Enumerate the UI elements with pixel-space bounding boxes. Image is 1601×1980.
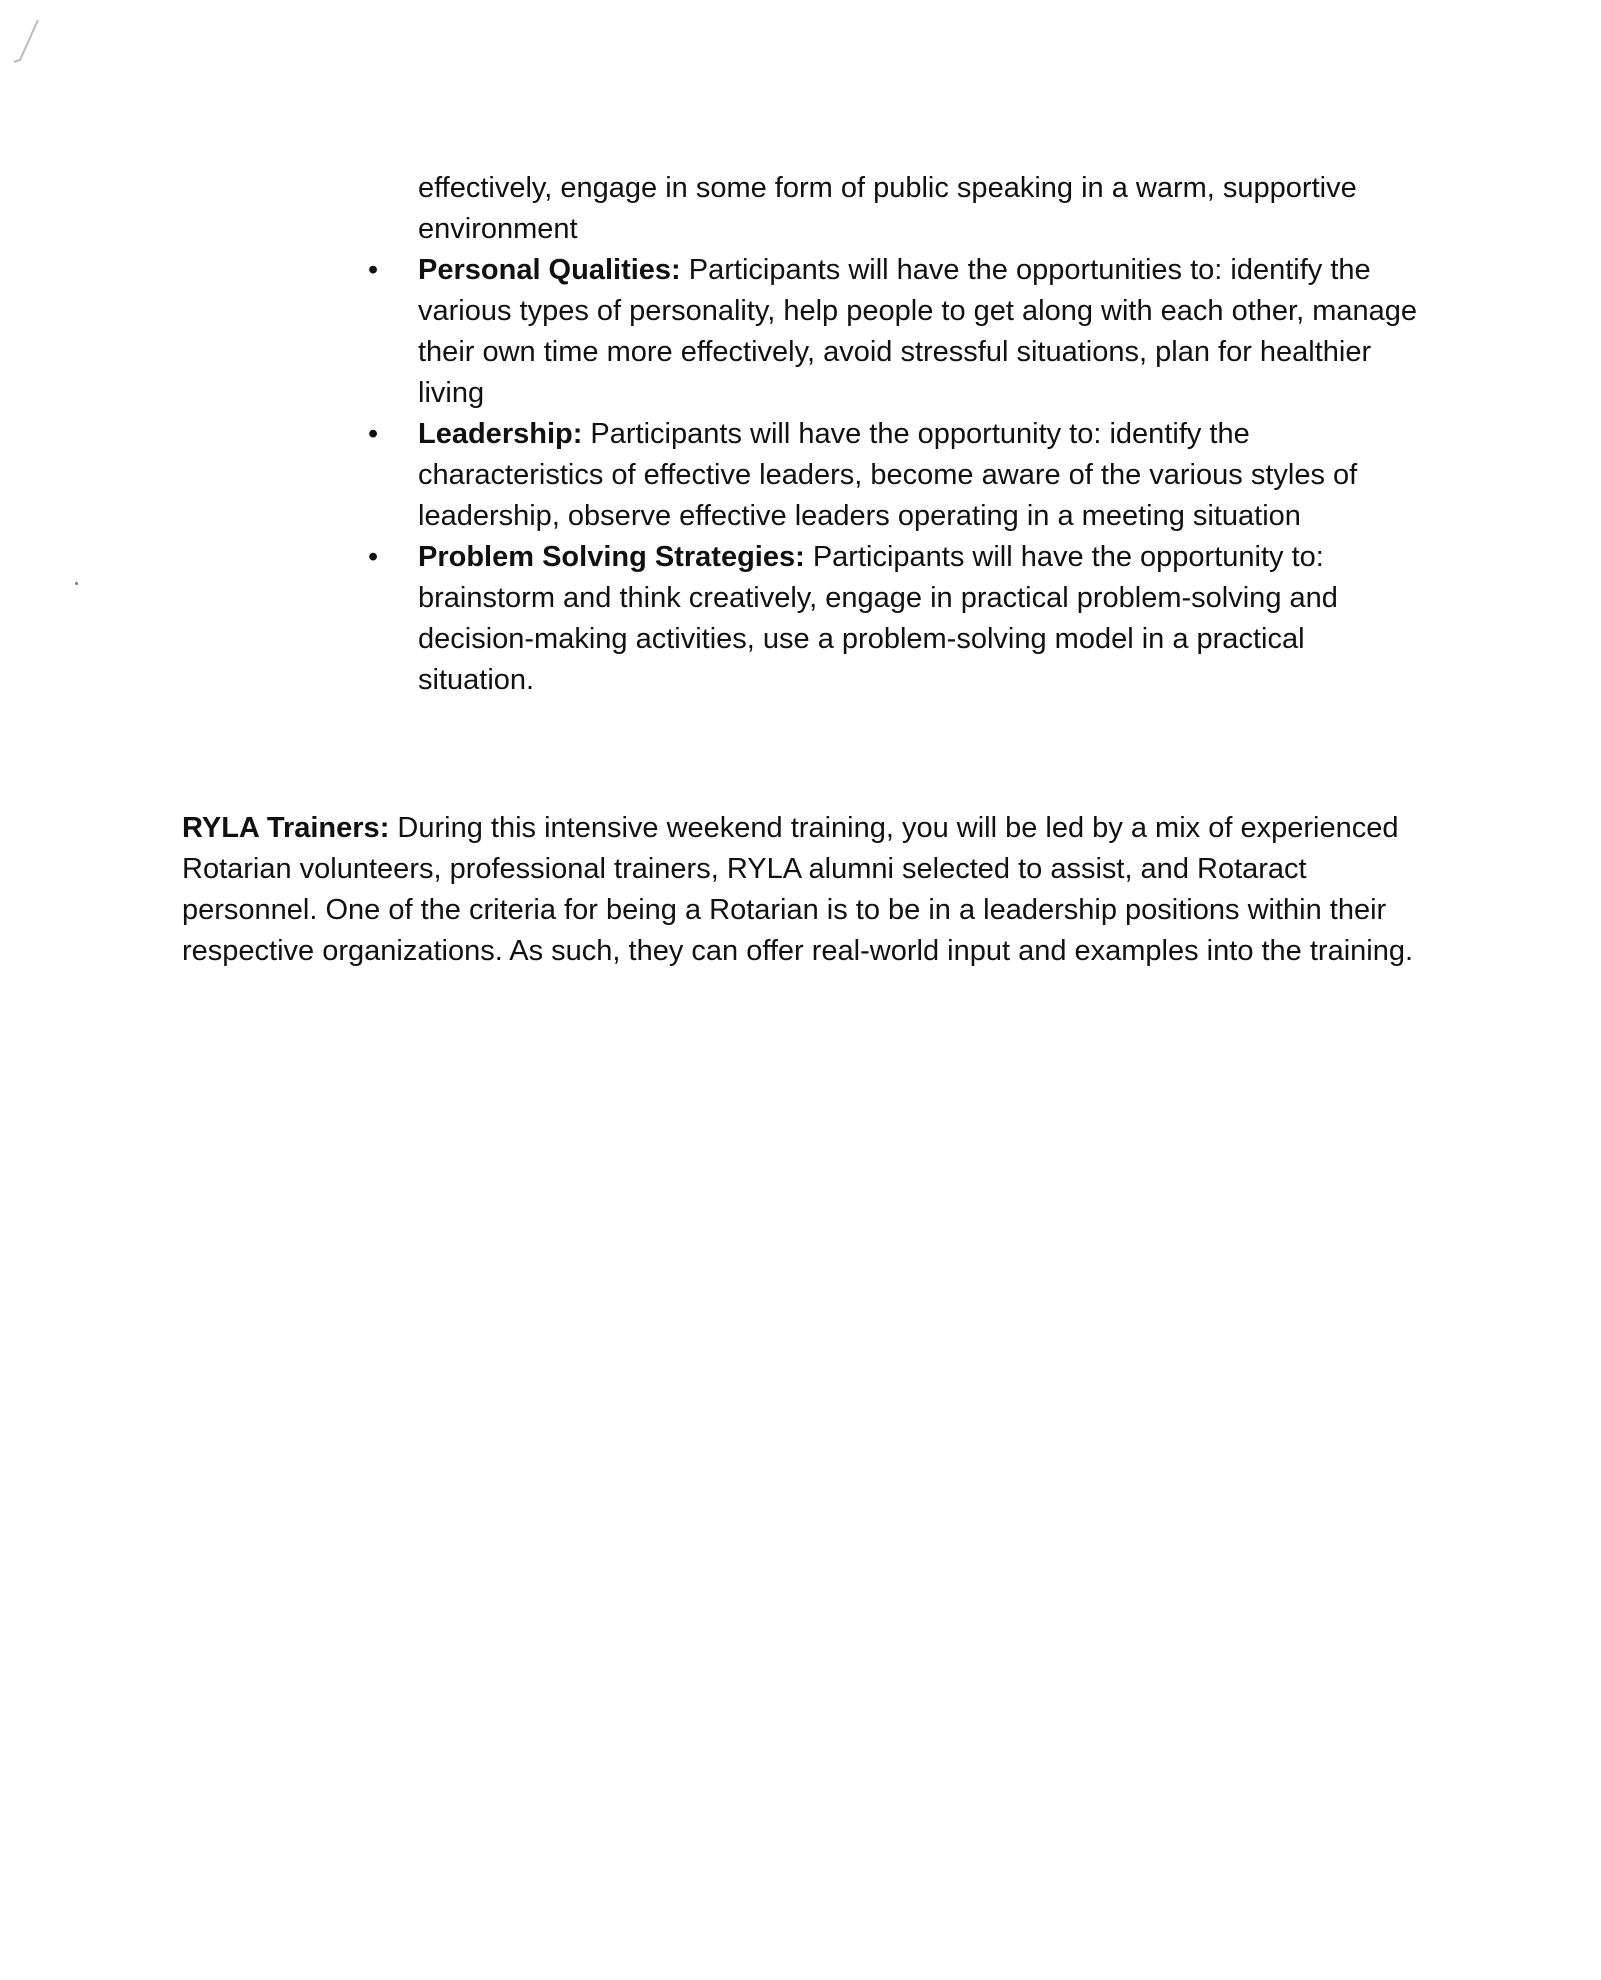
scan-artifact-mark [8,10,48,70]
item-title: Problem Solving Strategies: [418,541,805,573]
item-title: Leadership: [418,418,583,450]
scan-dust-speck [75,582,78,585]
trainers-paragraph [182,808,1422,972]
list-item-leadership [368,414,1428,537]
bullet-list [368,168,1428,701]
trainers-text: During this intensive weekend training, you will be led by a mix of experienced Rotarian volunteers, professional trainers, RYLA alumni selected to assist, and Rotaract personnel. One of the criteria for being a Rotarian is to be in a leadership positions within their respective organizations. As such, they can offer real-world input and examples into the training. [182,812,1414,967]
bullet-icon: • [368,418,379,450]
item-title: Personal Qualities: [418,254,681,286]
continuation-paragraph: effectively, engage in some form of public speaking in a warm, supportive environment [418,172,1357,245]
trainers-title: RYLA Trainers: [182,812,390,844]
bullet-icon: • [368,254,379,286]
item-text: Participants will have the opportunities to: identify the various types of personality, help people to get along with each other, manage their own time more effectively, avoid stressful situations, plan for healthier living [418,254,1417,409]
item-text: Participants will have the opportunity to: identify the characteristics of effective leaders, become aware of the various styles of leadership, observe effective leaders operating in a meeting situation [418,418,1358,532]
item-text: Participants will have the opportunity to: brainstorm and think creatively, engage in practical problem-solving and decision-making activities, use a problem-solving model in a practical situation. [418,541,1338,696]
list-item-problem-solving [368,537,1428,701]
bullet-icon: • [368,541,379,573]
list-item-personal-qualities [368,250,1428,414]
